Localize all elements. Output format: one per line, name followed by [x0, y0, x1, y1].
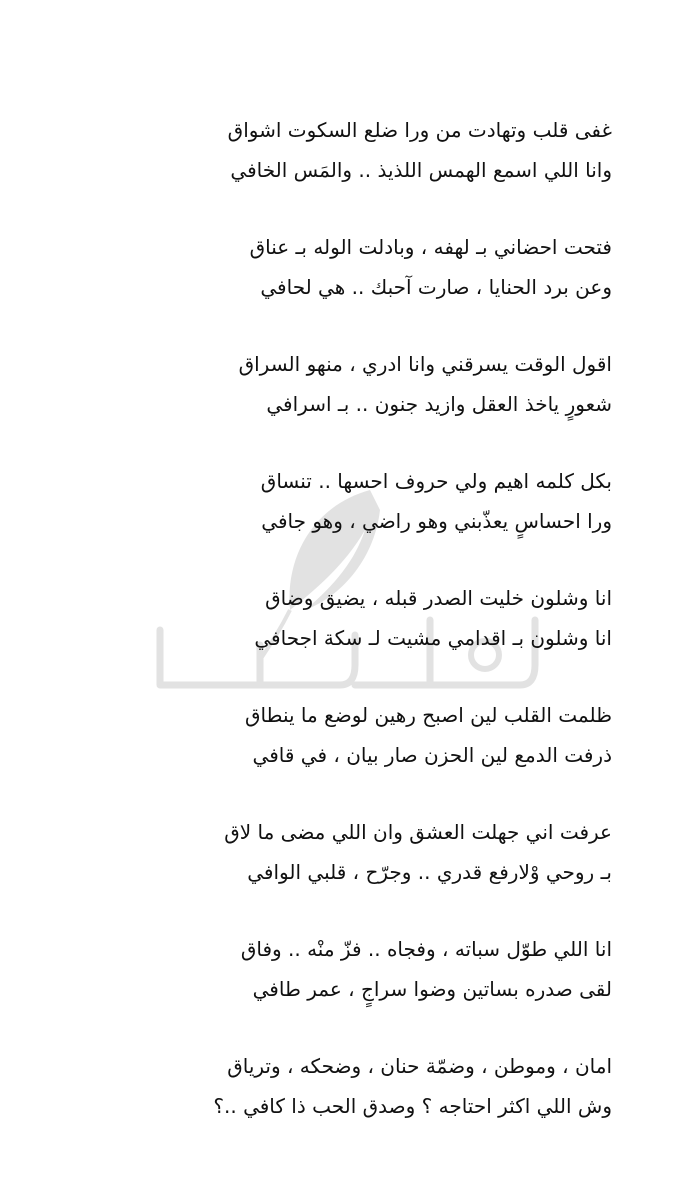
stanza — [52, 578, 612, 658]
poem-line: انا اللي طوّل سباته ، وفجاه .. فزّ منْه .. وفاق — [240, 937, 612, 961]
stanza — [52, 1046, 612, 1126]
stanza — [52, 461, 612, 541]
poem-line: عرفت اني جهلت العشق وان اللي مضى ما لاق — [224, 820, 612, 844]
stanza — [52, 227, 612, 307]
stanza — [52, 812, 612, 892]
poem-line: اقول الوقت يسرقني وانا ادري ، منهو السراق — [238, 352, 612, 376]
poem-line: انا وشلون بـ اقدامي مشيت لـ سكة اجحافي — [254, 626, 612, 650]
stanza — [52, 695, 612, 775]
poem-line: وعن برد الحنايا ، صارت آحبك .. هي لحافي — [260, 275, 612, 299]
poem-line: وانا اللي اسمع الهمس اللذيذ .. والمَس الخافي — [230, 158, 612, 182]
poem-line: ذرفت الدمع لين الحزن صار بيان ، في قافي — [252, 743, 612, 767]
poem-line: بـ روحي وْلارفع قدري .. وجرّح ، قلبي الوافي — [247, 860, 612, 884]
stanza — [52, 344, 612, 424]
poem-line: ورا احساسٍ يعذّبني وهو راضي ، وهو جافي — [261, 509, 612, 533]
stanza — [52, 110, 612, 190]
poem-line: لقى صدره بساتين وضوا سراجٍ ، عمر طافي — [252, 977, 612, 1001]
poem-line: شعورٍ ياخذ العقل وازيد جنون .. بـ اسرافي — [266, 392, 612, 416]
poem-line: فتحت احضاني بـ لهفه ، وبادلت الوله بـ عناق — [249, 235, 612, 259]
poem-line: امان ، وموطن ، وضمّة حنان ، وضحكه ، وترياق — [227, 1054, 612, 1078]
poem-line: ظلمت القلب لين اصبح رهين لوضع ما ينطاق — [244, 703, 612, 727]
poem-line: بكل كلمه اهيم ولي حروف احسها .. تنساق — [260, 469, 612, 493]
poem-line: وش اللي اكثر احتاجه ؟ وصدق الحب ذا كافي ..؟ — [213, 1094, 612, 1118]
poem-line: غفى قلب وتهادت من ورا ضلع السكوت اشواق — [227, 118, 612, 142]
poem-line: انا وشلون خليت الصدر قبله ، يضيق وضاق — [265, 586, 612, 610]
stanza — [52, 929, 612, 1009]
poem — [52, 110, 612, 1163]
